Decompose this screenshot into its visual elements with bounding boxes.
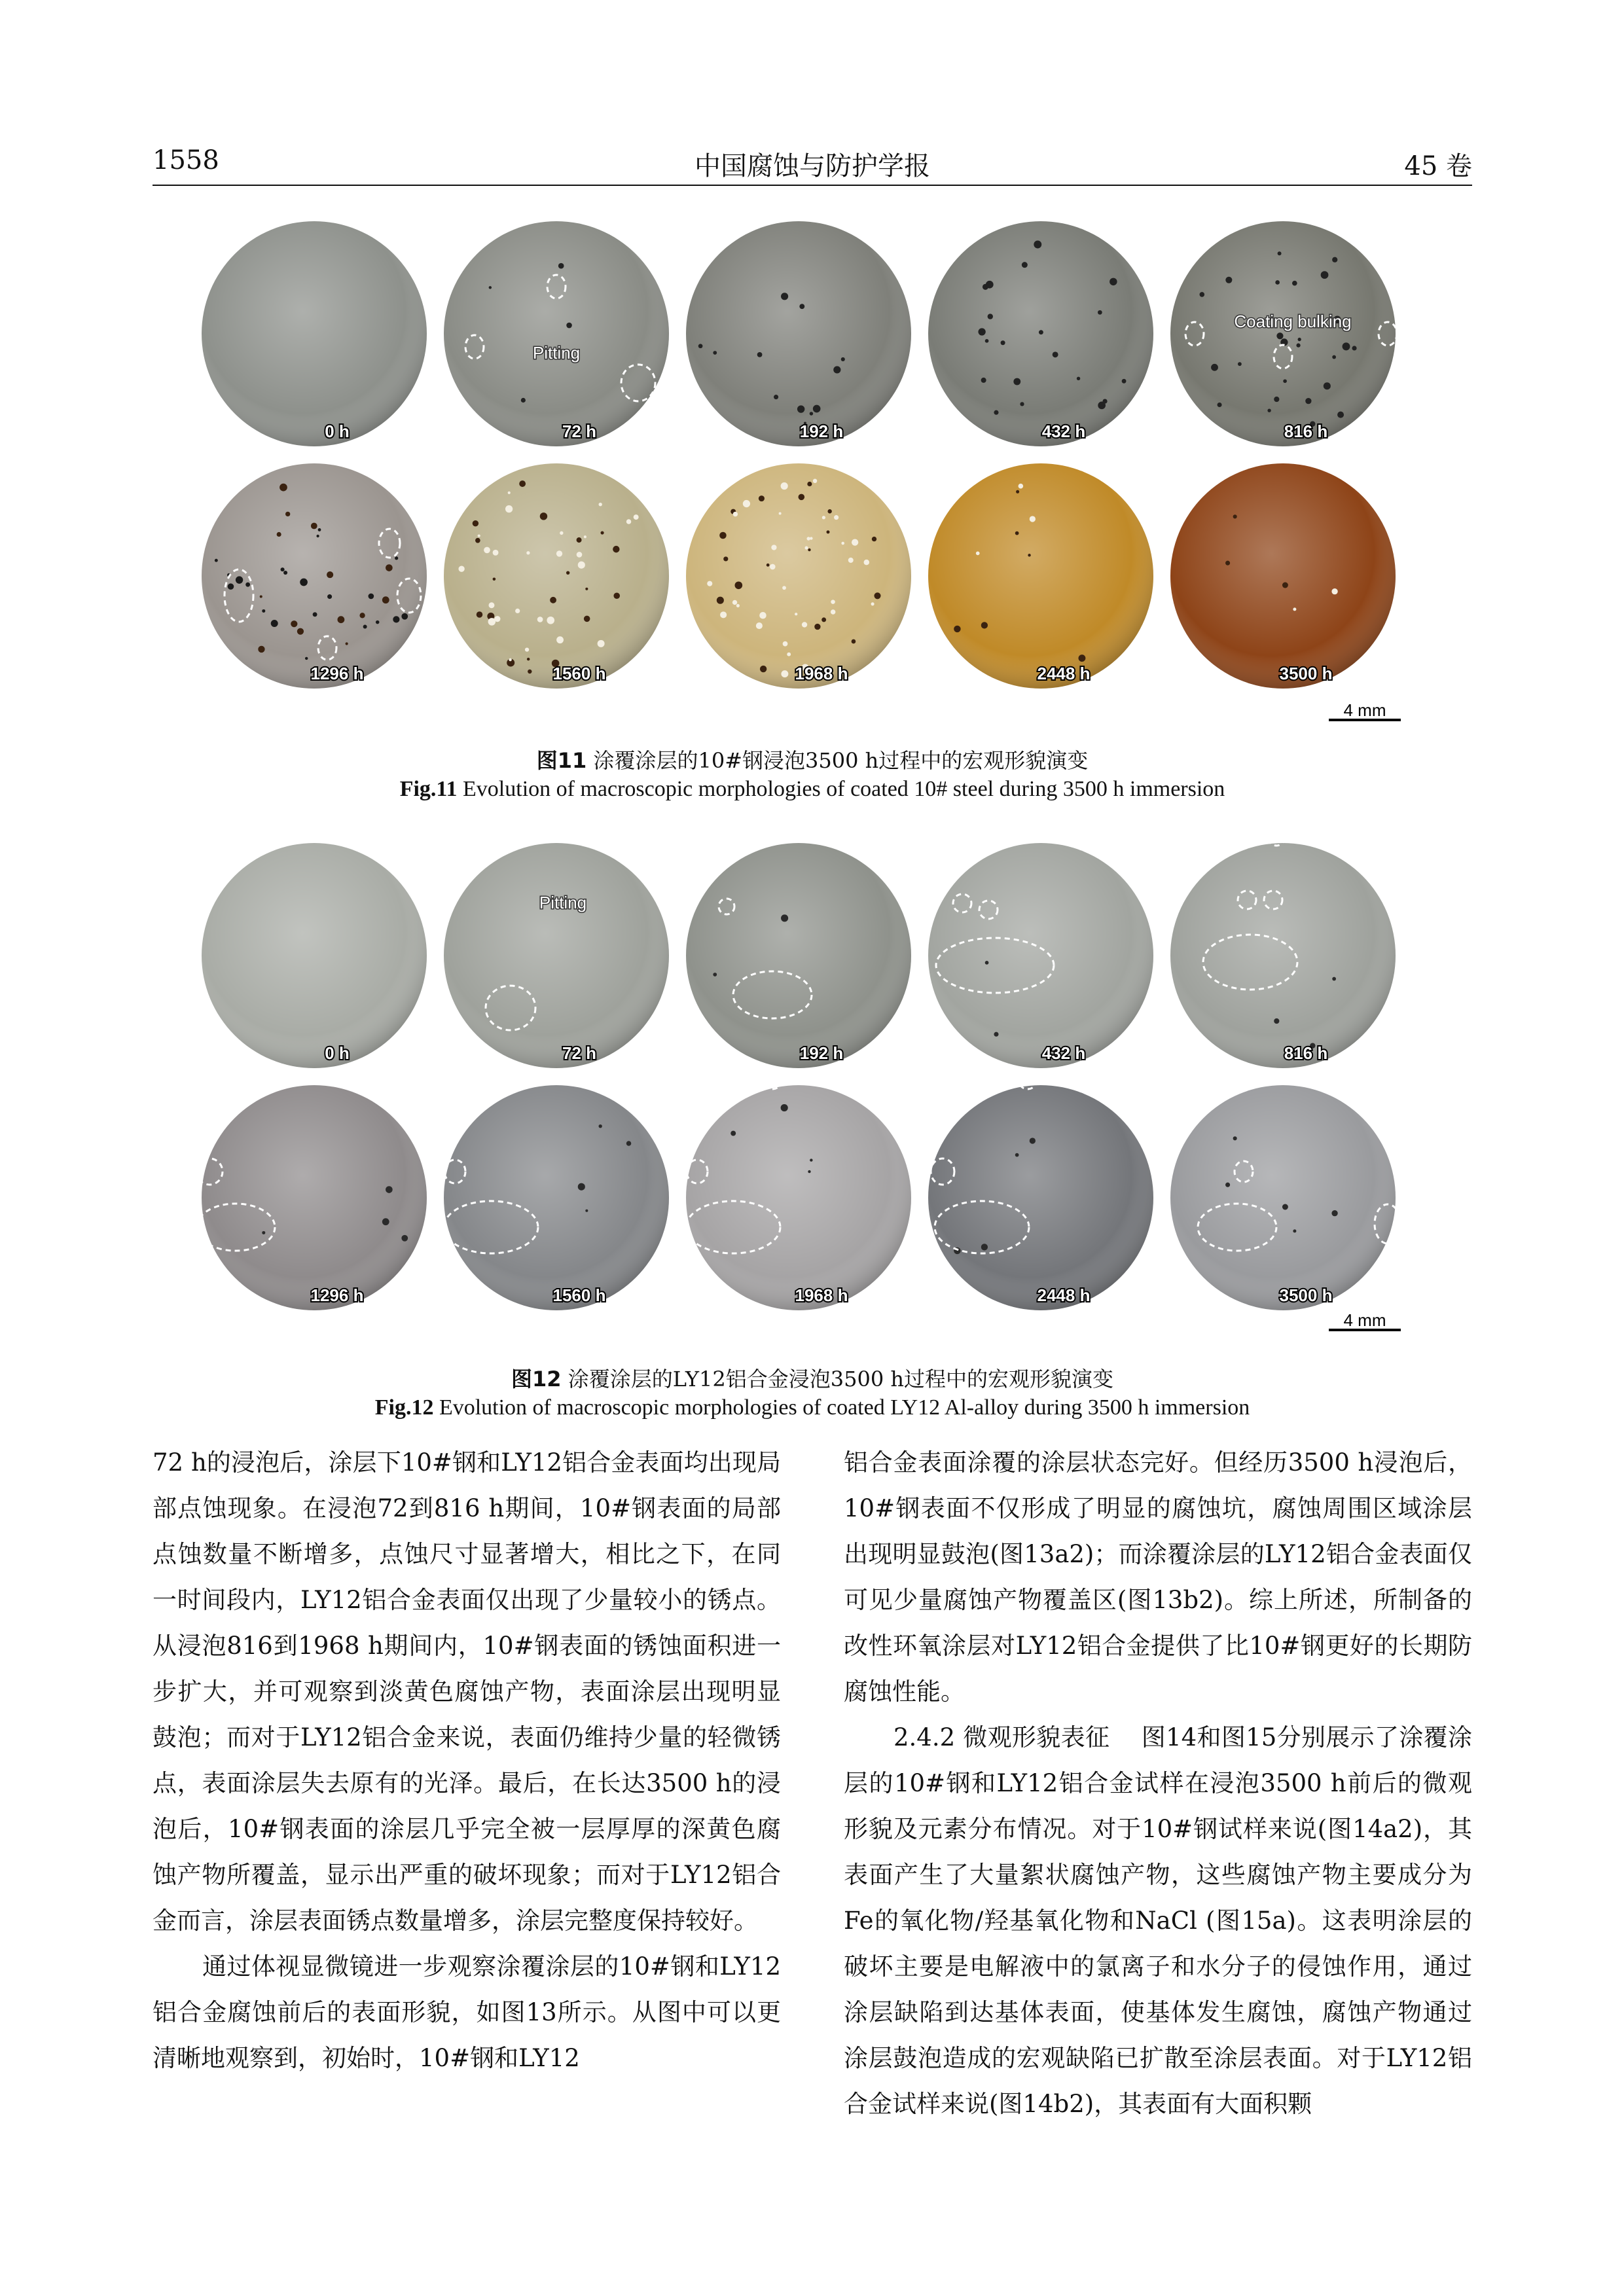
corrosion-spot [477, 611, 483, 618]
corrosion-spot [599, 1124, 602, 1128]
sample-shading [686, 221, 911, 446]
corrosion-spot [262, 609, 265, 613]
corrosion-spot [782, 586, 786, 590]
corrosion-spot [797, 405, 804, 412]
corrosion-spot [1020, 402, 1024, 406]
corrosion-spot [245, 583, 250, 587]
corrosion-spot [1001, 340, 1005, 345]
figure-12-image [196, 831, 1440, 1355]
corrosion-spot [401, 613, 408, 620]
time-label: 3500 h [1279, 1285, 1333, 1305]
corrosion-spot [493, 550, 499, 556]
corrosion-spot [834, 515, 839, 520]
corrosion-spot [707, 581, 712, 586]
corrosion-spot [719, 532, 727, 539]
corrosion-spot [985, 961, 989, 965]
corrosion-spot [528, 670, 532, 673]
corrosion-spot [1293, 1229, 1296, 1232]
corrosion-spot [626, 519, 632, 524]
body-paragraph: 铝合金表面涂覆的涂层状态完好。但经历3500 h浸泡后，10#钢表面不仅形成了明显的腐蚀坑，腐蚀周围区域涂层出现明显鼓泡(图13a2)；而涂覆涂层的LY12铝合金表面仅可见少量腐蚀产物覆盖区(图13b2)。综上所述，所制备的改性环氧涂层对LY12铝合金提供了比10#钢更好的长期防腐蚀性能。 [844, 1448, 1472, 1706]
corrosion-spot [584, 535, 586, 538]
corrosion-spot [981, 1244, 988, 1250]
corrosion-spot [757, 352, 763, 357]
corrosion-spot [1233, 1136, 1237, 1140]
sample-shading [686, 843, 911, 1068]
corrosion-spot [598, 640, 605, 647]
corrosion-spot [359, 613, 365, 618]
time-label: 1296 h [310, 1285, 364, 1305]
corrosion-spot [540, 512, 547, 520]
corrosion-spot [1332, 355, 1336, 359]
corrosion-spot [395, 556, 398, 560]
corrosion-spot [872, 537, 876, 541]
corrosion-spot [613, 546, 619, 552]
sample-shading [202, 221, 427, 446]
corrosion-spot [756, 622, 763, 629]
corrosion-spot [1352, 346, 1356, 350]
dashed-marker [763, 1071, 782, 1089]
figure-11-caption-en [153, 775, 1472, 804]
corrosion-spot [1039, 330, 1043, 334]
corrosion-spot [327, 571, 333, 578]
corrosion-spot [519, 480, 526, 487]
corrosion-spot [1030, 1138, 1036, 1143]
time-label: 1968 h [795, 664, 848, 683]
corrosion-spot [1122, 379, 1127, 384]
corrosion-spot [585, 1210, 588, 1212]
time-label: 1560 h [552, 664, 606, 683]
corrosion-spot [781, 670, 788, 677]
corrosion-spot [736, 604, 740, 607]
corrosion-spot [804, 547, 808, 550]
sample-shading [444, 463, 669, 689]
figure-11-caption-en-text: Evolution of macroscopic morphologies of coated 10# steel during 3500 h immersion [463, 777, 1225, 801]
corrosion-spot [733, 512, 738, 516]
sample-shading [202, 463, 427, 689]
time-label: 3500 h [1279, 664, 1333, 683]
corrosion-spot [787, 653, 791, 656]
corrosion-spot [458, 566, 464, 572]
corrosion-spot [382, 1218, 389, 1225]
corrosion-spot [810, 412, 813, 415]
pitting-annotation: Pitting [532, 343, 581, 363]
corrosion-spot [578, 1183, 585, 1191]
corrosion-spot [488, 618, 496, 626]
corrosion-spot [600, 531, 604, 534]
corrosion-spot [1298, 338, 1301, 341]
corrosion-spot [1274, 1018, 1279, 1024]
time-label: 192 h [799, 422, 844, 441]
page-header [153, 145, 1472, 182]
corrosion-spot [369, 594, 374, 600]
corrosion-spot [493, 577, 496, 581]
corrosion-spot [795, 613, 797, 615]
corrosion-spot [558, 263, 564, 269]
corrosion-spot [1225, 277, 1232, 283]
corrosion-spot [1019, 484, 1024, 489]
sample-shading [444, 221, 669, 446]
corrosion-spot [1282, 1204, 1288, 1210]
corrosion-spot [781, 482, 788, 490]
corrosion-spot [1274, 397, 1279, 402]
corrosion-spot [508, 492, 511, 494]
corrosion-spot [547, 617, 554, 624]
corrosion-spot [1013, 378, 1020, 386]
corrosion-spot [1324, 382, 1331, 389]
corrosion-spot [489, 602, 495, 608]
corrosion-spot [1305, 398, 1311, 404]
time-label: 0 h [325, 1043, 350, 1063]
corrosion-spot [717, 597, 724, 604]
corrosion-spot [698, 344, 703, 348]
corrosion-spot [713, 351, 717, 355]
corrosion-spot [505, 505, 513, 512]
corrosion-spot [1337, 412, 1344, 418]
body-paragraph: 通过体视显微镜进一步观察涂覆涂层的10#钢和LY12铝合金腐蚀前后的表面形貌，如图13所示。从图中可以更清晰地观察到，初始时，10#钢和LY12 [153, 1952, 781, 2072]
corrosion-spot [713, 973, 717, 977]
corrosion-spot [822, 516, 825, 519]
sample-shading [202, 1085, 427, 1310]
corrosion-spot [525, 647, 529, 651]
corrosion-spot [556, 550, 562, 556]
corrosion-spot [311, 523, 317, 529]
corrosion-spot [566, 571, 569, 574]
corrosion-spot [346, 642, 348, 645]
corrosion-spot [774, 395, 778, 399]
sample-shading [444, 843, 669, 1068]
corrosion-spot [781, 1104, 788, 1111]
section-text: 图14和图15分别展示了涂覆涂层的10#钢和LY12铝合金试样在浸泡3500 h前后的微观形貌及元素分布情况。对于10#钢试样来说(图14a2)，其表面产生了大量絮状腐蚀产物，这些腐蚀产物主要成分为Fe的氧化物/羟基氧化物和NaCl (图15a)。这表明涂层的破坏主要是电解液中的氯离子和水分子的侵蚀作用，通过涂层缺陷到达基体表面，使基体发生腐蚀，腐蚀产物通过涂层鼓泡造成的宏观缺陷已扩散至涂层表面。对于LY12铝合金试样来说(图14b2)，其表面有大面积颗 [844, 1723, 1473, 2118]
corrosion-spot [283, 571, 287, 575]
corrosion-spot [813, 479, 817, 483]
time-label: 432 h [1041, 1043, 1086, 1063]
corrosion-spot [983, 284, 988, 290]
corrosion-spot [1030, 516, 1036, 522]
body-paragraph [844, 1715, 1472, 2127]
corrosion-spot [781, 914, 788, 922]
figure-12-caption [153, 1365, 1472, 1422]
corrosion-spot [799, 304, 804, 309]
corrosion-spot [318, 528, 321, 531]
corrosion-spot [813, 405, 821, 413]
corrosion-spot [1293, 607, 1296, 611]
corrosion-spot [1218, 403, 1222, 407]
corrosion-spot [985, 339, 989, 343]
corrosion-spot [821, 617, 826, 622]
corrosion-spot [781, 293, 788, 300]
body-paragraph: 72 h的浸泡后，涂层下10#钢和LY12铝合金表面均出现局部点蚀现象。在浸泡72到816 h期间，10#钢表面的局部点蚀数量不断增多，点蚀尺寸显著增大，相比之下，在同一时间段内，LY12铝合金表面仅出现了少量较小的锈点。从浸泡816到1968 h期间内，10#钢表面的锈蚀面积进一步扩大，并可观察到淡黄色腐蚀产物，表面涂层出现明显鼓泡；而对于LY12铝合金来说，表面仍维持少量的轻微锈点，表面涂层失去原有的光泽。最后，在长达3500 h的浸泡后，10#钢表面的涂层几乎完全被一层厚厚的深黄色腐蚀产物所覆盖，显示出严重的破坏现象；而对于LY12铝合金而言，涂层表面锈点数量增多，涂层完整度保持较好。 [153, 1448, 781, 1935]
corrosion-spot [376, 620, 380, 624]
corrosion-spot [475, 538, 480, 543]
sample-shading [1170, 1085, 1396, 1310]
corrosion-spot [852, 539, 858, 545]
corrosion-spot [826, 530, 829, 533]
dashed-marker [501, 1071, 520, 1089]
corrosion-spot [613, 592, 620, 599]
corrosion-spot [806, 537, 810, 540]
corrosion-spot [556, 636, 564, 643]
corrosion-spot [831, 600, 835, 604]
corrosion-spot [386, 564, 393, 571]
corrosion-spot [478, 534, 480, 537]
corrosion-spot [808, 1170, 810, 1173]
corrosion-spot [280, 484, 287, 492]
corrosion-spot [814, 624, 820, 630]
corrosion-spot [281, 567, 285, 571]
corrosion-spot [732, 600, 737, 605]
figure-11-label-cn: 图11 [536, 748, 587, 773]
time-label: 192 h [799, 1043, 844, 1063]
corrosion-spot [271, 620, 278, 627]
sample-shading [444, 1085, 669, 1310]
time-label: 2448 h [1037, 1285, 1091, 1305]
figure-12 [196, 831, 1440, 1355]
corrosion-spot [1028, 554, 1030, 556]
dashed-marker [243, 1071, 261, 1089]
corrosion-spot [841, 542, 844, 545]
corrosion-spot [327, 594, 332, 599]
corrosion-spot [1015, 1153, 1019, 1157]
time-label: 1560 h [552, 1285, 606, 1305]
time-label: 1296 h [310, 664, 364, 683]
corrosion-spot [1015, 531, 1019, 535]
corrosion-spot [1199, 292, 1204, 297]
corrosion-spot [802, 622, 807, 627]
page-number: 1558 [153, 145, 219, 175]
corrosion-spot [783, 641, 788, 647]
corrosion-spot [382, 596, 389, 603]
corrosion-spot [720, 611, 727, 618]
figure-12-caption-en-text: Evolution of macroscopic morphologies of coated LY12 Al-alloy during 3500 h immersion [439, 1395, 1250, 1420]
corrosion-spot [976, 552, 980, 556]
corrosion-spot [297, 628, 304, 635]
corrosion-spot [1053, 351, 1058, 357]
sample-shading [686, 1085, 911, 1310]
corrosion-spot [1343, 342, 1350, 350]
corrosion-spot [585, 588, 588, 590]
corrosion-spot [1282, 583, 1288, 588]
time-label: 2448 h [1037, 664, 1091, 683]
sample-shading [928, 463, 1153, 689]
time-label: 816 h [1284, 422, 1328, 441]
volume-number: 45 卷 [1404, 151, 1472, 181]
corrosion-spot [386, 1186, 393, 1193]
figure-11-caption-cn-text: 涂覆涂层的10#钢浸泡3500 h过程中的宏观形貌演变 [593, 748, 1089, 773]
corrosion-spot [1225, 1183, 1230, 1187]
corrosion-spot [566, 323, 572, 329]
corrosion-spot [1275, 280, 1280, 285]
corrosion-spot [521, 398, 526, 403]
sample-shading [928, 1085, 1153, 1310]
sample-shading [1170, 463, 1396, 689]
sample-shading [1170, 843, 1396, 1068]
body-right-column [844, 1440, 1472, 2127]
corrosion-spot [228, 583, 234, 590]
figure-11-label-en: Fig.11 [399, 777, 458, 801]
time-label: 1968 h [795, 1285, 848, 1305]
time-label: 72 h [562, 1043, 597, 1063]
time-label: 0 h [325, 422, 350, 441]
pitting-annotation: Pitting [539, 893, 587, 912]
corrosion-spot [978, 328, 985, 335]
corrosion-spot [1283, 379, 1287, 383]
corrosion-spot [1233, 514, 1237, 518]
figure-11-image [196, 209, 1440, 733]
corrosion-spot [994, 1032, 998, 1037]
corrosion-spot [578, 562, 585, 569]
corrosion-spot [550, 597, 556, 603]
corrosion-spot [285, 512, 290, 516]
corrosion-spot [577, 537, 582, 543]
corrosion-spot [759, 495, 765, 501]
corrosion-spot [509, 658, 512, 662]
corrosion-spot [994, 410, 998, 415]
corrosion-spot [833, 366, 840, 373]
corrosion-spot [599, 503, 602, 506]
corrosion-spot [810, 1158, 812, 1161]
corrosion-spot [1034, 241, 1041, 249]
corrosion-spot [277, 532, 281, 537]
figure-11-caption-cn [153, 746, 1472, 775]
figure-12-caption-cn [153, 1365, 1472, 1393]
body-left-column [153, 1440, 781, 2081]
journal-title: 中国腐蚀与防护学报 [695, 151, 930, 181]
corrosion-spot [527, 658, 530, 660]
corrosion-spot [313, 612, 317, 617]
corrosion-spot [1332, 257, 1337, 262]
corrosion-spot [831, 609, 835, 614]
corrosion-spot [537, 617, 543, 622]
corrosion-spot [1225, 561, 1230, 565]
corrosion-spot [760, 666, 767, 672]
corrosion-spot [262, 1231, 265, 1234]
scale-bar-label: 4 mm [1343, 700, 1386, 720]
corrosion-spot [1331, 588, 1337, 594]
corrosion-spot [316, 535, 319, 537]
corrosion-spot [779, 512, 782, 515]
corrosion-spot [260, 595, 262, 598]
corrosion-spot [864, 560, 870, 565]
corrosion-spot [1077, 377, 1080, 380]
corrosion-spot [489, 286, 492, 289]
corrosion-spot [473, 520, 478, 526]
time-label: 432 h [1041, 422, 1086, 441]
corrosion-spot [874, 592, 880, 599]
figure-11-caption [153, 746, 1472, 804]
corrosion-spot [401, 1235, 408, 1242]
corrosion-spot [1238, 362, 1242, 366]
corrosion-spot [305, 657, 308, 660]
figure-12-label-cn: 图12 [511, 1367, 562, 1391]
corrosion-spot [1332, 977, 1336, 981]
section-heading: 2.4.2 微观形貌表征 [893, 1723, 1110, 1751]
corrosion-spot [871, 602, 875, 605]
corrosion-spot [771, 545, 776, 550]
figure-12-caption-cn-text: 涂覆涂层的LY12铝合金浸泡3500 h过程中的宏观形貌演变 [568, 1367, 1113, 1391]
figure-11 [196, 209, 1440, 733]
sample-shading [202, 843, 427, 1068]
corrosion-spot [767, 564, 770, 567]
sample-shading [928, 843, 1153, 1068]
corrosion-spot [1296, 344, 1300, 348]
corrosion-spot [1292, 281, 1297, 286]
corrosion-spot [258, 646, 264, 653]
corrosion-spot [808, 548, 810, 551]
corrosion-spot [1098, 310, 1102, 315]
corrosion-spot [236, 576, 243, 583]
corrosion-spot [1331, 1210, 1337, 1216]
corrosion-spot [215, 559, 218, 562]
corrosion-spot [1278, 251, 1282, 255]
corrosion-spot [338, 616, 345, 623]
corrosion-spot [584, 616, 590, 622]
scale-bar-label: 4 mm [1343, 1310, 1386, 1330]
corrosion-spot [827, 509, 831, 513]
corrosion-spot [1267, 409, 1271, 412]
corrosion-spot [291, 620, 297, 627]
corrosion-spot [981, 622, 988, 628]
corrosion-spot [723, 556, 728, 561]
corrosion-spot [1098, 401, 1106, 409]
corrosion-spot [1016, 490, 1019, 493]
corrosion-spot [770, 564, 776, 570]
corrosion-spot [300, 579, 308, 586]
corrosion-spot [743, 500, 750, 507]
corrosion-spot [988, 314, 993, 319]
corrosion-spot [1110, 278, 1117, 286]
corrosion-spot [841, 357, 845, 361]
corrosion-spot [1276, 332, 1283, 339]
corrosion-spot [1321, 271, 1329, 279]
corrosion-spot [526, 551, 530, 554]
corrosion-spot [799, 494, 805, 501]
corrosion-spot [807, 482, 812, 486]
header-rule [153, 185, 1472, 186]
figure-12-label-en: Fig.12 [374, 1395, 434, 1420]
time-label: 816 h [1284, 1043, 1328, 1063]
corrosion-spot [731, 1131, 736, 1136]
corrosion-spot [484, 547, 490, 554]
corrosion-spot [393, 616, 399, 622]
time-label: 72 h [562, 422, 597, 441]
corrosion-spot [1078, 655, 1085, 662]
corrosion-spot [515, 609, 520, 613]
corrosion-spot [981, 378, 986, 383]
corrosion-spot [1211, 364, 1218, 371]
figure-12-caption-en [153, 1393, 1472, 1422]
corrosion-spot [626, 1141, 632, 1146]
corrosion-spot [734, 581, 742, 589]
corrosion-spot [852, 639, 856, 644]
corrosion-spot [848, 558, 854, 563]
corrosion-spot [634, 514, 639, 520]
coating-bulking-annotation: Coating bulking [1234, 312, 1352, 331]
corrosion-spot [560, 531, 563, 535]
corrosion-spot [954, 626, 960, 632]
corrosion-spot [363, 624, 367, 628]
corrosion-spot [1022, 262, 1028, 268]
corrosion-spot [759, 612, 767, 619]
corrosion-spot [577, 552, 583, 558]
